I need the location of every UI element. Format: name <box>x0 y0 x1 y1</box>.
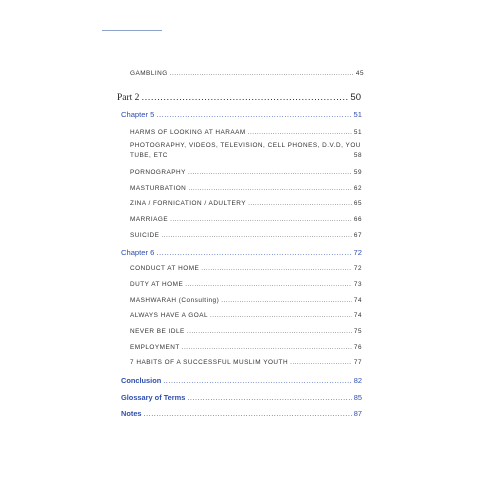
toc-page-number: 74 <box>353 312 362 319</box>
toc-entry-title: Chapter 6 <box>121 248 155 257</box>
toc-entry-photography-line1: PHOTOGRAPHY, VIDEOS, TELEVISION, CELL PHONES, D.V.D, YOU <box>130 142 361 149</box>
toc-entry-chapter-6 <box>121 248 362 257</box>
leader-dots <box>144 409 352 418</box>
toc-page-number: 87 <box>353 409 362 418</box>
toc-entry-title: MASHWARAH (Consulting) <box>130 297 220 304</box>
toc-entry-title: Conclusion <box>121 376 162 385</box>
toc-page-number: 73 <box>353 281 362 288</box>
toc-entry-suicide <box>130 232 362 239</box>
toc-entry-masturbation <box>130 185 362 192</box>
leader-dots <box>156 248 351 257</box>
toc-entry-title: 7 HABITS OF A SUCCESSFUL MUSLIM YOUTH <box>130 359 289 366</box>
toc-entry-goal <box>130 312 362 319</box>
toc-entry-photography <box>130 152 362 159</box>
leader-dots <box>188 169 352 176</box>
toc-entry-chapter-5 <box>121 110 362 119</box>
toc-entry-mashwarah <box>130 297 362 304</box>
toc-entry-part-2 <box>117 92 361 103</box>
leader-dots <box>170 70 354 77</box>
toc-entry-zina <box>130 200 362 207</box>
toc-entry-title: GAMBLING <box>130 70 168 77</box>
toc-page-number: 59 <box>353 169 362 176</box>
toc-page-number: 85 <box>353 393 362 402</box>
toc-entry-title: SUICIDE <box>130 232 160 239</box>
toc-page-number: 58 <box>353 152 362 159</box>
toc-entry-employment <box>130 344 362 351</box>
toc-entry-title: PORNOGRAPHY <box>130 169 186 176</box>
toc-entry-title: NEVER BE IDLE <box>130 328 185 335</box>
leader-dots <box>156 110 351 119</box>
toc-entry-title: HARMS OF LOOKING AT HARAAM <box>130 129 246 136</box>
leader-dots <box>188 185 352 192</box>
leader-dots <box>290 359 352 366</box>
leader-dots <box>201 265 352 272</box>
leader-dots <box>248 129 352 136</box>
toc-page-number: 72 <box>353 248 362 257</box>
toc-page-number: 50 <box>350 92 361 103</box>
toc-entry-duty <box>130 281 362 288</box>
toc-entry-title: EMPLOYMENT <box>130 344 180 351</box>
toc-page-number: 51 <box>353 110 362 119</box>
toc-page-number: 74 <box>353 297 362 304</box>
toc-page-number: 67 <box>353 232 362 239</box>
toc-entry-habits <box>130 359 362 366</box>
toc-entry-conclusion <box>121 376 362 385</box>
leader-dots <box>170 216 352 223</box>
toc-entry-title: Chapter 5 <box>121 110 155 119</box>
toc-page-number: 82 <box>353 376 362 385</box>
leader-dots <box>210 312 352 319</box>
leader-dots <box>182 344 352 351</box>
toc-entry-notes <box>121 409 362 418</box>
leader-dots <box>163 376 352 385</box>
toc-entry-title: Part 2 <box>117 93 140 103</box>
toc-page-number: 51 <box>353 129 362 136</box>
toc-entry-title: MASTURBATION <box>130 185 187 192</box>
leader-dots <box>161 232 351 239</box>
toc-entry-title: DUTY AT HOME <box>130 281 184 288</box>
toc-entry-title: TUBE, ETC <box>130 152 168 159</box>
toc-page-number: 72 <box>353 265 362 272</box>
toc-entry-glossary <box>121 393 362 402</box>
toc-entry-marriage <box>130 216 362 223</box>
toc-page-number: 65 <box>353 200 362 207</box>
leader-dots <box>141 92 348 103</box>
toc-entry-title: Notes <box>121 409 142 418</box>
toc-page-number: 75 <box>353 328 362 335</box>
leader-dots <box>185 281 352 288</box>
leader-dots <box>248 200 352 207</box>
toc-entry-title: Glossary of Terms <box>121 393 186 402</box>
leader-dots <box>187 328 352 335</box>
toc-page-number: 66 <box>353 216 362 223</box>
toc-entry-gambling <box>130 70 364 77</box>
toc-page-number: 76 <box>353 344 362 351</box>
toc-entry-title: ZINA / FORNICATION / ADULTERY <box>130 200 247 207</box>
toc-entry-pornography <box>130 169 362 176</box>
toc-page-number: 45 <box>355 70 364 77</box>
toc-entry-conduct <box>130 265 362 272</box>
toc-page-number: 77 <box>353 359 362 366</box>
leader-dots <box>187 393 351 402</box>
toc-entry-title: CONDUCT AT HOME <box>130 265 200 272</box>
toc-entry-title: MARRIAGE <box>130 216 169 223</box>
toc-entry-title: ALWAYS HAVE A GOAL <box>130 312 209 319</box>
toc-entry-idle <box>130 328 362 335</box>
toc-page-number: 62 <box>353 185 362 192</box>
toc-entry-harms <box>130 129 362 136</box>
leader-dots <box>221 297 352 304</box>
